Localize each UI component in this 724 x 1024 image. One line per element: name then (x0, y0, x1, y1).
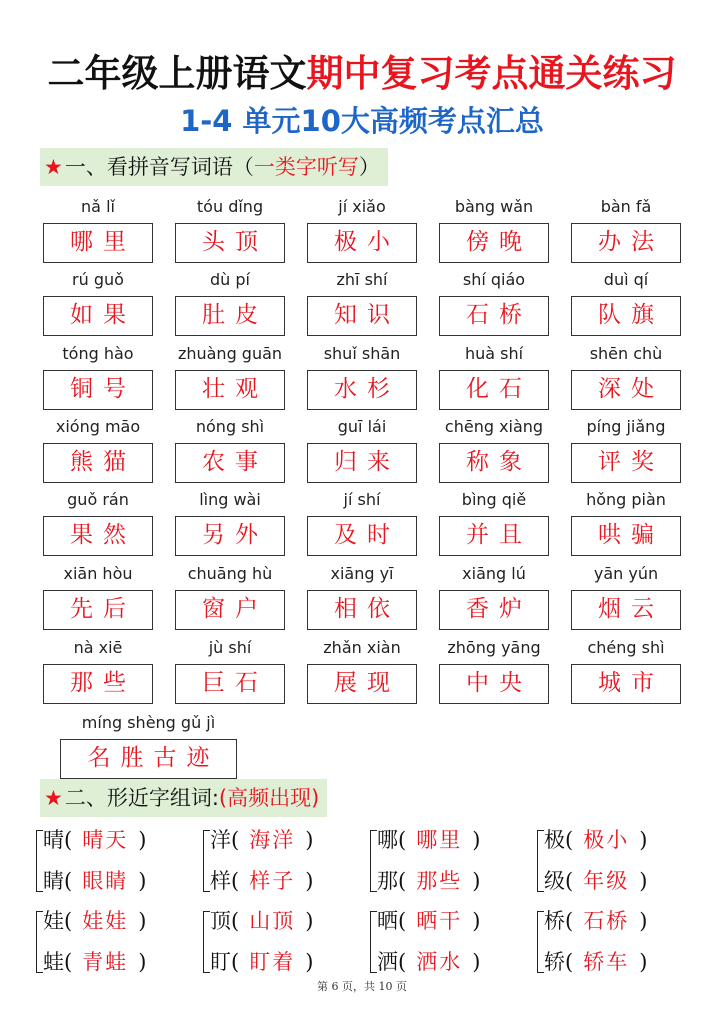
paren-close: ) (472, 828, 481, 852)
answer-box: 队旗 (571, 296, 681, 336)
pair-row (210, 942, 313, 982)
answer-word: 石桥 (583, 909, 630, 933)
answer-box: 极小 (307, 223, 417, 263)
answer-word: 海洋 (249, 828, 296, 852)
section-2-label: 二、形近字组词: (64, 786, 219, 810)
answer-box: 香炉 (439, 590, 549, 630)
pinyin-item (571, 269, 681, 336)
paren-open: ( (565, 950, 574, 974)
paren-close: ) (305, 869, 314, 893)
pinyin-item (307, 637, 417, 704)
paren-close: ) (472, 909, 481, 933)
section-1-label: 一、看拼音写词语 (64, 155, 233, 179)
answer-box: 化石 (439, 370, 549, 410)
base-character: 蛙 (43, 950, 64, 974)
bracket-icon (203, 830, 210, 892)
paren-open: ( (565, 869, 574, 893)
paren-close: ) (472, 950, 481, 974)
answer-word: 样子 (249, 869, 296, 893)
pinyin-text: jí shí (343, 490, 381, 509)
pinyin-item (307, 489, 417, 556)
answer-box: 石桥 (439, 296, 549, 336)
paren-open: ( (64, 869, 73, 893)
pinyin-text: yān yún (593, 564, 659, 583)
paren-open: ( (565, 909, 574, 933)
character-pair (203, 901, 363, 983)
answer-box: 水杉 (307, 370, 417, 410)
answer-box: 果然 (43, 516, 153, 556)
pinyin-item (571, 416, 681, 483)
character-pair (203, 820, 363, 902)
star-icon: ★ (44, 155, 63, 179)
pinyin-item (571, 343, 681, 410)
answer-box: 如果 (43, 296, 153, 336)
pinyin-text: jí xiǎo (338, 197, 386, 216)
pinyin-text: lìng wài (199, 490, 261, 509)
answer-word: 极小 (583, 828, 630, 852)
pinyin-text: chéng shì (587, 638, 665, 657)
pinyin-text: xiāng lú (462, 564, 526, 583)
answer-word: 晒干 (416, 909, 463, 933)
pinyin-text: xiāng yī (330, 564, 394, 583)
answer-box: 烟云 (571, 590, 681, 630)
paren-close: ) (639, 909, 648, 933)
character-pair (36, 820, 196, 902)
paren-open: ( (64, 950, 73, 974)
pinyin-item (43, 563, 153, 630)
pinyin-item (175, 269, 285, 336)
pinyin-text: duì qí (603, 270, 649, 289)
answer-box: 中央 (439, 664, 549, 704)
paren-open: ( (231, 950, 240, 974)
pinyin-text: zhuàng guān (177, 344, 283, 363)
answer-box: 展现 (307, 664, 417, 704)
answer-box: 办法 (571, 223, 681, 263)
answer-box: 知识 (307, 296, 417, 336)
pinyin-text: guǒ rán (67, 490, 129, 509)
pinyin-text: chuāng hù (187, 564, 273, 583)
base-character: 洋 (210, 828, 231, 852)
paren-close: ) (639, 828, 648, 852)
base-character: 样 (210, 869, 231, 893)
base-character: 晴 (43, 828, 64, 852)
pinyin-text: xióng māo (55, 417, 141, 436)
base-character: 洒 (377, 950, 398, 974)
pinyin-item (571, 196, 681, 263)
paren-open: ( (64, 828, 73, 852)
answer-box: 肚皮 (175, 296, 285, 336)
paren-open: ( (565, 828, 574, 852)
answer-box: 哪里 (43, 223, 153, 263)
base-character: 娃 (43, 909, 64, 933)
section-2-heading (40, 779, 327, 817)
answer-box: 城市 (571, 664, 681, 704)
page-footer: 第 6 页，共 10 页 (317, 980, 407, 993)
pair-row (377, 861, 480, 901)
answer-box: 农事 (175, 443, 285, 483)
paren-open: ( (398, 909, 407, 933)
bracket-icon (370, 911, 377, 973)
pinyin-item (439, 196, 549, 263)
paren-close: ) (639, 869, 648, 893)
bracket-icon (203, 911, 210, 973)
answer-box: 头顶 (175, 223, 285, 263)
paren-close: ) (138, 909, 147, 933)
pair-row (210, 901, 313, 941)
paren-close: ) (138, 828, 147, 852)
base-character: 哪 (377, 828, 398, 852)
answer-box: 那些 (43, 664, 153, 704)
answer-word: 年级 (583, 869, 630, 893)
pair-row (210, 861, 313, 901)
pinyin-text: nóng shì (195, 417, 265, 436)
character-pair (537, 901, 697, 983)
paren-close: ) (472, 869, 481, 893)
answer-word: 那些 (416, 869, 463, 893)
pinyin-text: bàn fǎ (600, 197, 652, 216)
pair-row (544, 820, 647, 860)
answer-box: 先后 (43, 590, 153, 630)
paren-close: ) (305, 909, 314, 933)
paren-open: ( (231, 828, 240, 852)
pinyin-item (43, 489, 153, 556)
pinyin-item (43, 269, 153, 336)
star-icon: ★ (44, 786, 63, 810)
paren-open: ( (231, 869, 240, 893)
answer-word: 青蛙 (82, 950, 129, 974)
pinyin-text: nà xiē (73, 638, 123, 657)
pinyin-text: jù shí (208, 638, 252, 657)
paren-open: ( (398, 950, 407, 974)
pinyin-text: píng jiǎng (586, 417, 666, 436)
answer-box: 铜号 (43, 370, 153, 410)
answer-box: 巨石 (175, 664, 285, 704)
paren-open: ( (64, 909, 73, 933)
pair-row (210, 820, 313, 860)
answer-word: 盯着 (249, 950, 296, 974)
pinyin-item (307, 563, 417, 630)
section-2-note: (高频出现) (218, 786, 320, 810)
pinyin-item (439, 489, 549, 556)
pair-row (43, 820, 146, 860)
title-part-red: 期中复习考点通关练习 (306, 52, 677, 95)
pinyin-item (175, 637, 285, 704)
answer-box: 相依 (307, 590, 417, 630)
answer-word: 哪里 (416, 828, 463, 852)
answer-box: 及时 (307, 516, 417, 556)
pair-row (377, 901, 480, 941)
pair-row (43, 901, 146, 941)
pinyin-item (307, 416, 417, 483)
character-pair (537, 820, 697, 902)
pair-row (544, 861, 647, 901)
pinyin-item (571, 489, 681, 556)
page-subtitle: 1-4 单元10大高频考点汇总 (180, 104, 544, 138)
bracket-icon (370, 830, 377, 892)
pair-row (544, 901, 647, 941)
paren-open: ( (231, 909, 240, 933)
pinyin-text: shí qiáo (462, 270, 526, 289)
bracket-icon (36, 911, 43, 973)
pinyin-text: nǎ lǐ (81, 197, 115, 216)
pinyin-text: hǒng piàn (586, 490, 666, 509)
title-part-black: 二年级上册语文 (47, 52, 307, 95)
pinyin-item (439, 269, 549, 336)
paren-close: ) (138, 869, 147, 893)
pinyin-item (307, 196, 417, 263)
pinyin-text: bàng wǎn (454, 197, 534, 216)
section-1-paren-close: ） (358, 155, 380, 179)
base-character: 晒 (377, 909, 398, 933)
answer-box: 评奖 (571, 443, 681, 483)
pinyin-text: huà shí (464, 344, 524, 363)
base-character: 顶 (210, 909, 231, 933)
pinyin-item (175, 489, 285, 556)
answer-box: 并且 (439, 516, 549, 556)
pinyin-item (439, 416, 549, 483)
base-character: 盯 (210, 950, 231, 974)
answer-box: 熊猫 (43, 443, 153, 483)
pinyin-text: tóng hào (62, 344, 134, 363)
character-pair (370, 901, 530, 983)
pinyin-text: shuǐ shān (323, 344, 401, 363)
pinyin-text: chēng xiàng (444, 417, 544, 436)
bracket-icon (537, 911, 544, 973)
character-pair (36, 901, 196, 983)
answer-word: 山顶 (249, 909, 296, 933)
page-title (0, 50, 724, 98)
pinyin-text: guī lái (337, 417, 387, 436)
pinyin-item (175, 416, 285, 483)
paren-close: ) (138, 950, 147, 974)
pinyin-item (307, 269, 417, 336)
answer-word: 轿车 (583, 950, 630, 974)
pinyin-item (43, 196, 153, 263)
pinyin-item (439, 343, 549, 410)
pinyin-item (571, 563, 681, 630)
base-character: 轿 (544, 950, 565, 974)
answer-word: 娃娃 (82, 909, 129, 933)
section-1-note: 一类字听写 (253, 155, 359, 179)
pinyin-item (175, 563, 285, 630)
base-character: 睛 (43, 869, 64, 893)
pinyin-text: xiān hòu (63, 564, 133, 583)
answer-box: 名胜古迹 (60, 739, 237, 779)
paren-open: ( (398, 869, 407, 893)
pinyin-text: zhǎn xiàn (323, 638, 401, 657)
pair-row (377, 942, 480, 982)
paren-close: ) (639, 950, 648, 974)
answer-box: 另外 (175, 516, 285, 556)
pinyin-item (175, 343, 285, 410)
pair-row (544, 942, 647, 982)
answer-box: 深处 (571, 370, 681, 410)
base-character: 级 (544, 869, 565, 893)
paren-open: ( (398, 828, 407, 852)
character-pair (370, 820, 530, 902)
pinyin-text: zhī shí (336, 270, 388, 289)
pair-row (43, 942, 146, 982)
pinyin-text: zhōng yāng (447, 638, 541, 657)
pinyin-item (43, 637, 153, 704)
paren-close: ) (305, 828, 314, 852)
pinyin-item (307, 343, 417, 410)
answer-box: 窗户 (175, 590, 285, 630)
base-character: 极 (544, 828, 565, 852)
pinyin-item (43, 416, 153, 483)
pinyin-text: tóu dǐng (196, 197, 264, 216)
base-character: 桥 (544, 909, 565, 933)
answer-word: 洒水 (416, 950, 463, 974)
bracket-icon (537, 830, 544, 892)
pinyin-item (60, 712, 237, 779)
bracket-icon (36, 830, 43, 892)
answer-word: 眼睛 (82, 869, 129, 893)
answer-box: 称象 (439, 443, 549, 483)
answer-word: 晴天 (82, 828, 129, 852)
pinyin-item (439, 563, 549, 630)
base-character: 那 (377, 869, 398, 893)
pinyin-item (439, 637, 549, 704)
answer-box: 归来 (307, 443, 417, 483)
pair-row (43, 861, 146, 901)
answer-box: 傍晚 (439, 223, 549, 263)
pinyin-text: bìng qiě (461, 490, 527, 509)
section-1-heading (40, 148, 388, 186)
pinyin-text: rú guǒ (72, 270, 124, 289)
pinyin-item (571, 637, 681, 704)
paren-close: ) (305, 950, 314, 974)
pinyin-text: shēn chù (589, 344, 663, 363)
pinyin-item (43, 343, 153, 410)
answer-box: 壮观 (175, 370, 285, 410)
pinyin-text: míng shèng gǔ jì (81, 713, 216, 732)
answer-box: 哄骗 (571, 516, 681, 556)
section-1-paren-open: （ (232, 155, 254, 179)
pair-row (377, 820, 480, 860)
pinyin-item (175, 196, 285, 263)
pinyin-text: dù pí (210, 270, 250, 289)
